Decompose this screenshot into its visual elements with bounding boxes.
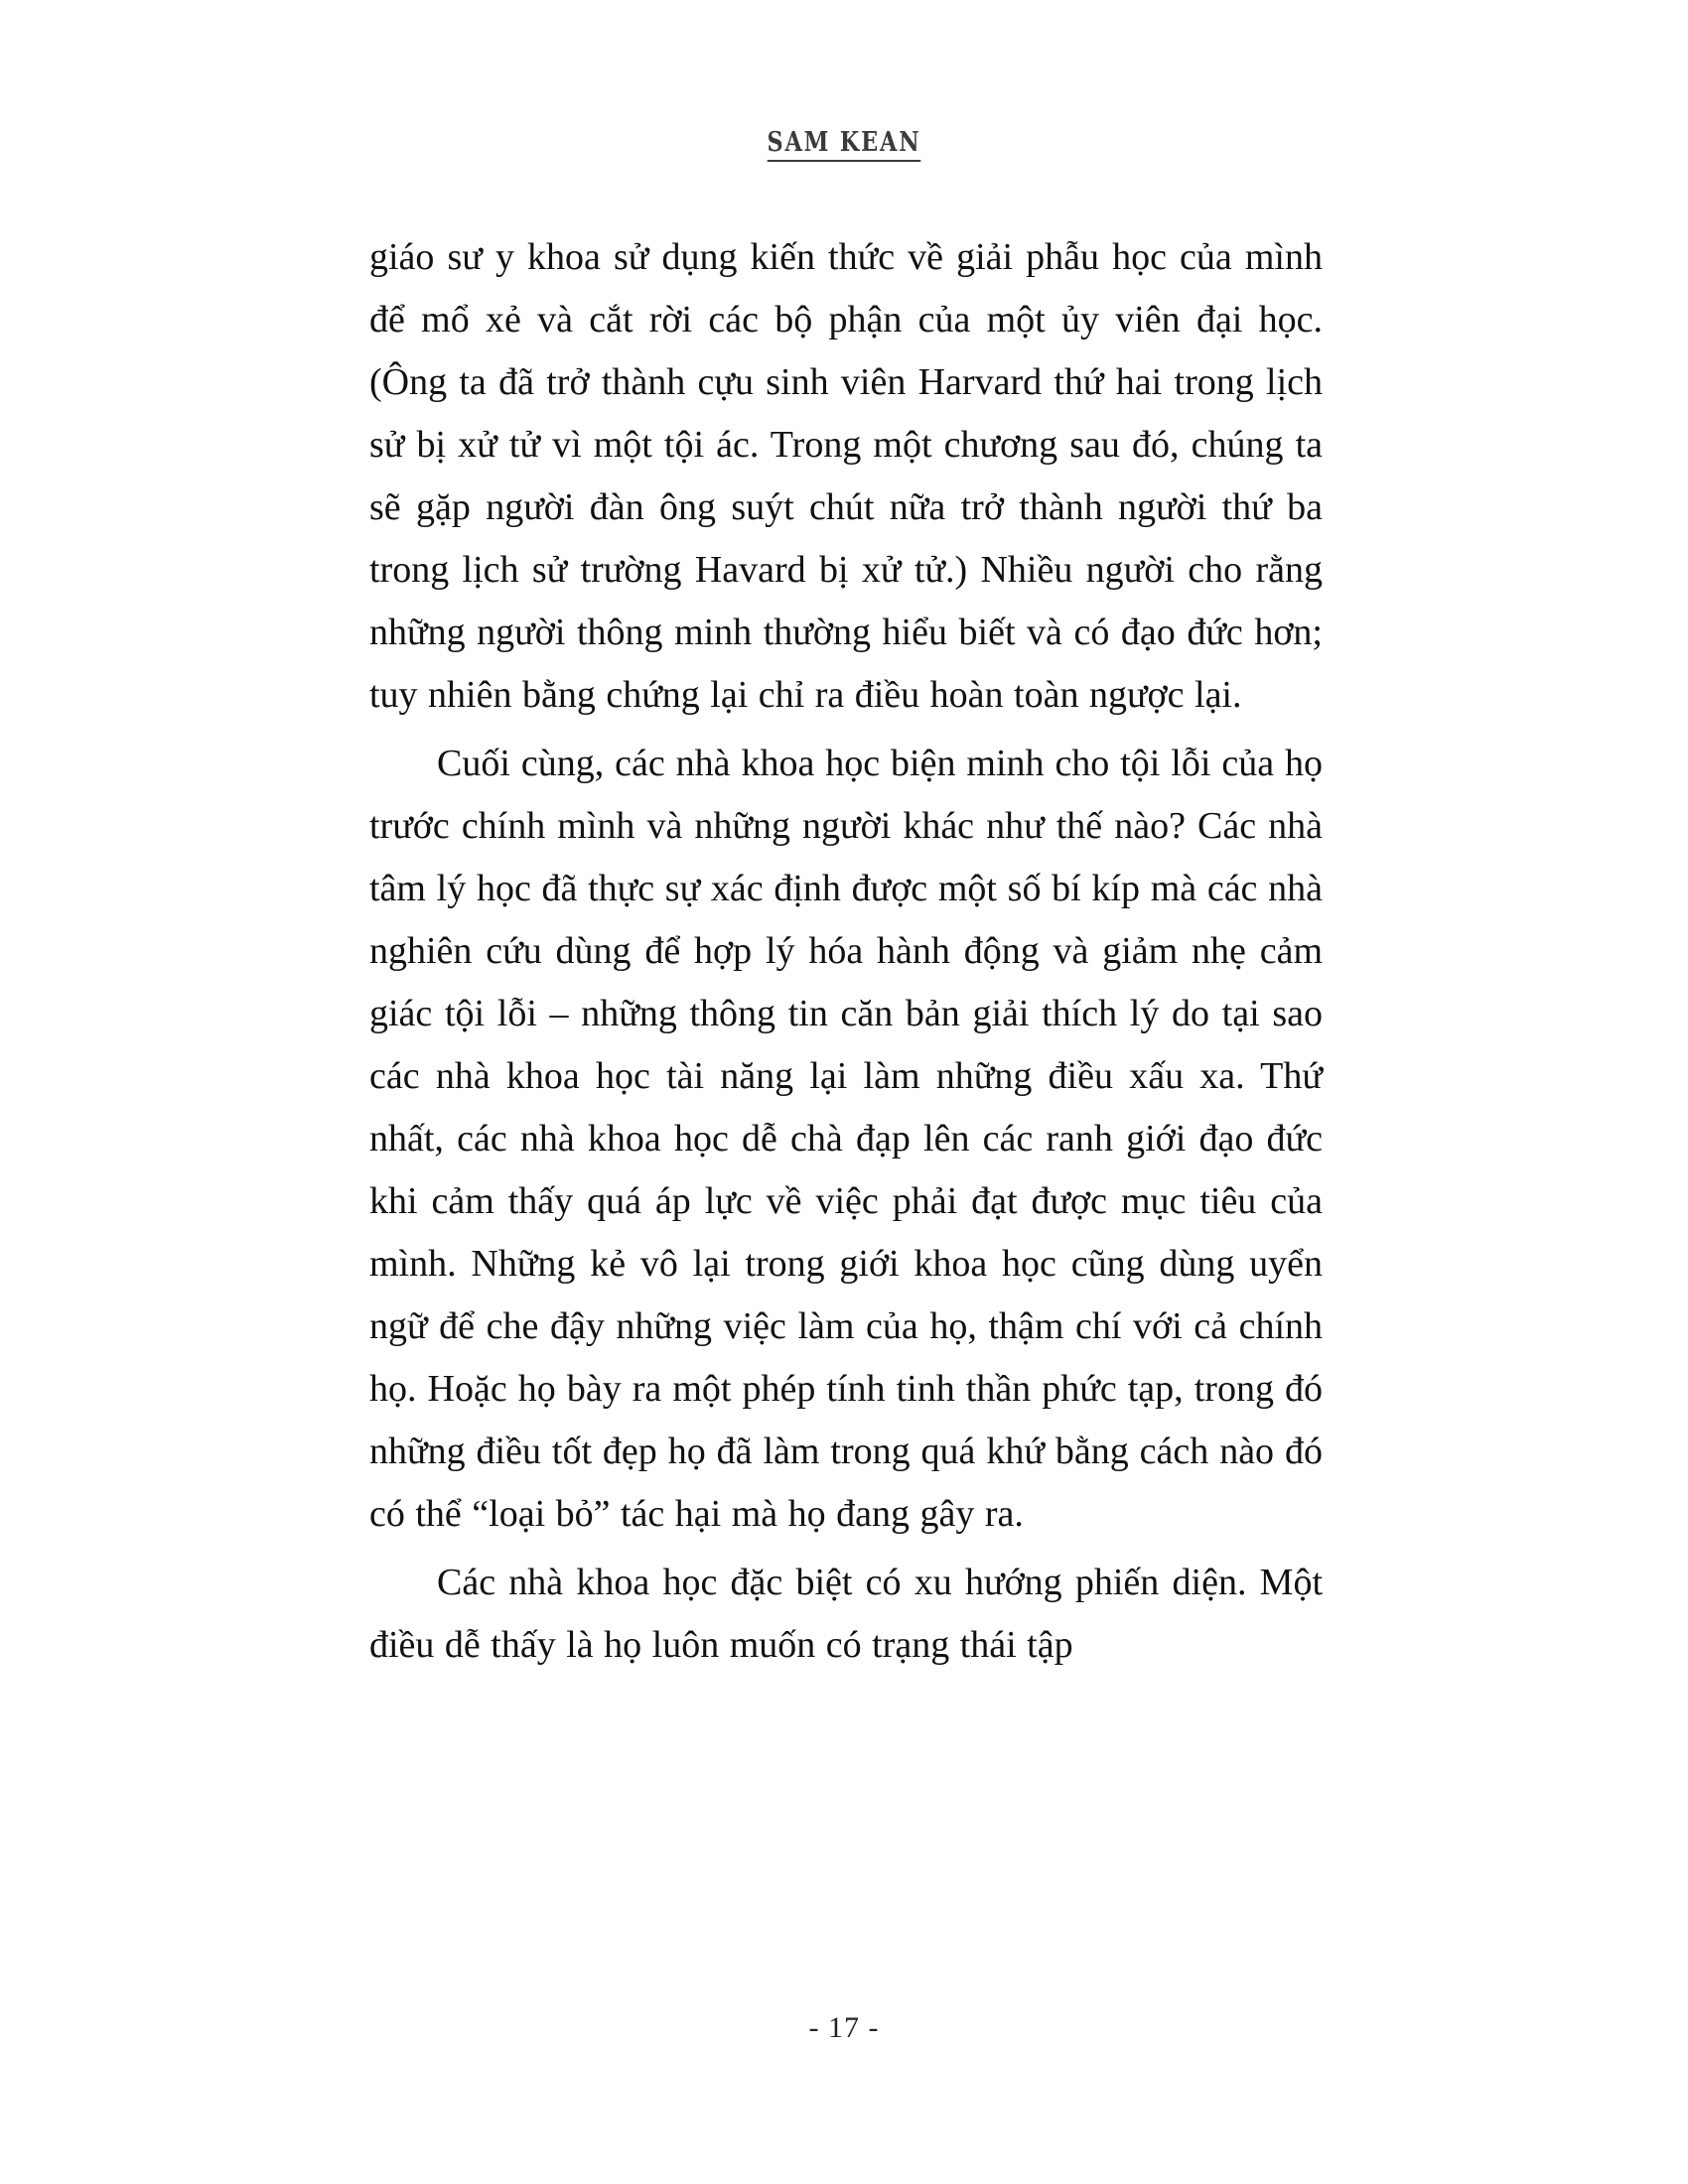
running-head-text: SAM KEAN [768, 127, 921, 162]
paragraph-3: Các nhà khoa học đặc biệt có xu hướng phiến diện. Một điều dễ thấy là họ luôn muốn có trạng thái tập [369, 1562, 1323, 1666]
page-number: - 17 - [808, 2011, 880, 2044]
body-text-block [369, 226, 1323, 1683]
running-head [68, 127, 1620, 158]
paragraph-2: Cuối cùng, các nhà khoa học biện minh cho tội lỗi của họ trước chính mình và những người khác như thế nào? Các nhà tâm lý học đã thực sự xác định được một số bí kíp mà các nhà nghiên cứu dùng để hợp lý hóa hành động và giảm nhẹ cảm giác tội lỗi – những thông tin căn bản giải thích lý do tại sao các nhà khoa học tài năng lại làm những điều xấu xa. Thứ nhất, các nhà khoa học dễ chà đạp lên các ranh giới đạo đức khi cảm thấy quá áp lực về việc phải đạt được mục tiêu của mình. Những kẻ vô lại trong giới khoa học cũng dùng uyển ngữ để che đậy những việc làm của họ, thậm chí với cả chính họ. Hoặc họ bày ra một phép tính tinh thần phức tạp, trong đó những điều tốt đẹp họ đã làm trong quá khứ bằng cách nào đó có thể “loại bỏ” tác hại mà họ đang gây ra. [369, 743, 1323, 1535]
paragraph-1: giáo sư y khoa sử dụng kiến thức về giải phẫu học của mình để mổ xẻ và cắt rời các bộ phận của một ủy viên đại học. (Ông ta đã trở thành cựu sinh viên Harvard thứ hai trong lịch sử bị xử tử vì một tội ác. Trong một chương sau đó, chúng ta sẽ gặp người đàn ông suýt chút nữa trở thành người thứ ba trong lịch sử trường Havard bị xử tử.) Nhiều người cho rằng những người thông minh thường hiểu biết và có đạo đức hơn; tuy nhiên bằng chứng lại chỉ ra điều hoàn toàn ngược lại. [369, 236, 1323, 716]
